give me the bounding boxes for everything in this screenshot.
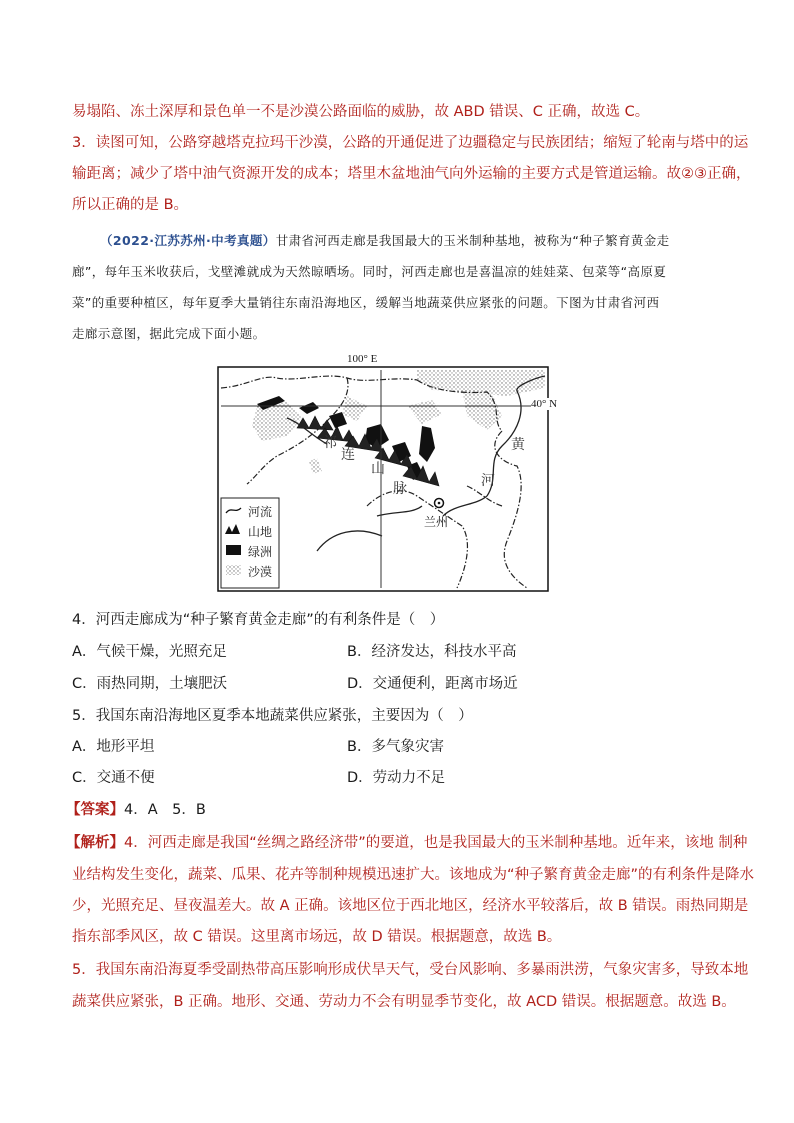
analysis-line: 蔬菜供应紧张，B 正确。地形、交通、劳动力不会有明显季节变化，故 ACD 错误。根据题意。故选 B。: [72, 994, 736, 1010]
analysis-line: 指东部季风区，故 C 错误。这里离市场远，故 D 错误。根据题意，故选 B。: [72, 929, 562, 945]
q4-option-c: C．雨热同期，土壤肥沃: [72, 676, 228, 692]
lon-label: 100° E: [347, 353, 378, 365]
analysis-line: 少，光照充足、昼夜温差大。故 A 正确。该地区位于西北地区，经济水平较落后，故 B 错误。雨热同期是: [72, 898, 749, 914]
question-stem-line-1: [100, 232, 760, 250]
legend-oasis-symbol: [226, 545, 241, 555]
q5-option-b: B．多气象灾害: [347, 739, 444, 755]
analysis-text: 4．河西走廊是我国“丝绸之路经济带”的要道，也是我国最大的玉米制种基地。近年来，该地 制种: [124, 835, 748, 851]
prev-answer-line: 3．读图可知，公路穿越塔克拉玛干沙漠，公路的开通促进了边疆稳定与民族团结；缩短了轮南与塔中的运: [72, 135, 749, 151]
analysis-tag: 【解析】: [66, 835, 124, 851]
hexi-corridor-map: [217, 353, 558, 592]
lanzhou-marker-dot: [438, 502, 441, 505]
question-stem-line: 廊”，每年玉米收获后，戈壁滩就成为天然晾晒场。同时，河西走廊也是喜温凉的娃娃菜、包菜等“高原夏: [72, 264, 667, 279]
q5-option-d: D．劳动力不足: [347, 770, 446, 786]
q5-option-c: C．交通不便: [72, 770, 155, 786]
legend-label-desert: 沙漠: [248, 565, 273, 579]
label-mai: 脉: [393, 481, 407, 497]
analysis-line-1: [66, 834, 748, 852]
question-source: （2022·江苏苏州·中考真题）: [100, 233, 276, 248]
prev-answer-line: 易塌陷、冻土深厚和景色单一不是沙漠公路面临的威胁，故 ABD 错误、C 正确，故选 C。: [72, 104, 650, 120]
lat-label: 40° N: [531, 398, 558, 410]
lanzhou-label: 兰州: [424, 515, 449, 529]
q4-option-a: A．气候干燥，光照充足: [72, 644, 227, 660]
question-4-stem: 4．河西走廊成为“种子繁育黄金走廊”的有利条件是（ ）: [72, 612, 445, 628]
label-shan: 山: [371, 461, 385, 477]
analysis-line: 业结构发生变化，蔬菜、瓜果、花卉等制种规模迅速扩大。该地成为“种子繁育黄金走廊”的有利条件是降水: [72, 867, 755, 883]
legend-desert-symbol: [226, 565, 241, 575]
prev-answer-line: 所以正确的是 B。: [72, 197, 189, 213]
analysis-line: 5．我国东南沿海夏季受副热带高压影响形成伏旱天气，受台风影响、多暴雨洪涝，气象灾害多，导致本地: [72, 962, 749, 978]
question-5-stem: 5．我国东南沿海地区夏季本地蔬菜供应紧张，主要因为（ ）: [72, 708, 473, 724]
label-he-river: 河: [481, 473, 495, 489]
stem-text: 甘肃省河西走廊是我国最大的玉米制种基地，被称为“种子繁育黄金走: [275, 233, 670, 248]
answer-tag: 【答案】: [66, 802, 124, 818]
legend-label-mountain: 山地: [248, 525, 273, 539]
q4-option-d: D．交通便利，距离市场近: [347, 676, 518, 692]
question-stem-line: 走廊示意图，据此完成下面小题。: [72, 326, 266, 341]
question-stem-line: 菜”的重要种植区，每年夏季大量销往东南沿海地区，缓解当地蔬菜供应紧张的问题。下图为甘肃省河西: [72, 295, 660, 310]
prev-answer-line: 输距离；减少了塔中油气资源开发的成本；塔里木盆地油气向外运输的主要方式是管道运输。故②③正确，: [72, 166, 751, 182]
legend-label-oasis: 绿洲: [248, 545, 273, 559]
q5-option-a: A．地形平坦: [72, 739, 155, 755]
label-qi: 祁: [323, 435, 337, 451]
answer-line: [66, 801, 726, 819]
answer-text: 4．A 5．B: [124, 802, 206, 818]
legend-label-river: 河流: [248, 505, 273, 519]
label-huang: 黄: [511, 437, 525, 453]
q4-option-b: B．经济发达，科技水平高: [347, 644, 517, 660]
label-lian: 连: [341, 447, 355, 463]
